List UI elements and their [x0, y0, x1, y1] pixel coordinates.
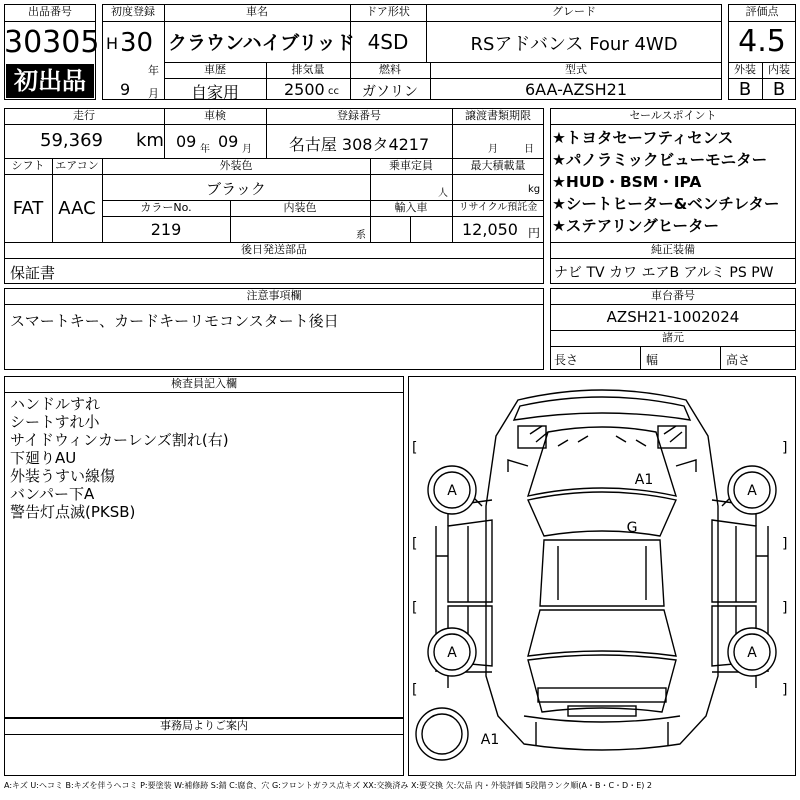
aircon-header: エアコン: [55, 159, 99, 172]
sales-point: ★トヨタセーフティセンス: [552, 129, 734, 147]
first-reg-month: 9: [120, 80, 131, 99]
rear-bumper: [538, 688, 666, 702]
chassis-no: AZSH21-1002024: [606, 308, 740, 326]
equipment-header: 純正装備: [651, 243, 695, 256]
mark-hood: A1: [634, 472, 654, 488]
mark-wheel-fl: A: [447, 483, 457, 499]
bracket-left-front-door: [: [412, 536, 418, 552]
interior-header: 内装: [768, 63, 790, 76]
mark-windshield: G: [626, 520, 638, 536]
inspector-note: 下廻りAU: [10, 449, 77, 467]
shaken-month: 09: [218, 132, 239, 151]
shaken-year: 09: [176, 132, 197, 151]
inspector-note: ハンドルすれ: [10, 395, 101, 413]
mileage: 59,369: [40, 130, 103, 151]
car-name: クラウンハイブリッド: [168, 32, 355, 54]
model-type: 6AA-AZSH21: [524, 80, 628, 99]
transfer-month-unit: 月: [488, 144, 498, 155]
inspector-note: バンパー下A: [10, 485, 95, 503]
ext-color-header: 外装色: [219, 159, 253, 172]
office-header: 事務局よりご案内: [160, 719, 248, 732]
interior-grade: B: [772, 79, 786, 100]
spec-height: 高さ: [726, 353, 751, 367]
fuel: ガソリン: [362, 84, 418, 100]
displacement-unit: cc: [328, 86, 339, 97]
specs-header: 諸元: [662, 331, 684, 344]
bracket-left-rear-door: [: [412, 600, 418, 616]
spec-width: 幅: [646, 353, 659, 367]
trunk: [528, 655, 676, 712]
bracket-left-bottom: [: [412, 682, 418, 698]
door-type-header: ドア形状: [366, 5, 410, 18]
color-no-header: カラーNo.: [140, 201, 192, 214]
mileage-unit: km: [136, 130, 164, 151]
first-listing-label: 初出品: [14, 67, 86, 95]
bracket-right-rear-door: ]: [782, 600, 788, 616]
parts-later: 保証書: [10, 264, 56, 282]
lot-number: 30305: [4, 25, 100, 60]
shift: FAT: [12, 198, 44, 219]
spec-length: 長さ: [554, 353, 579, 367]
max-load-unit: kg: [528, 184, 541, 195]
sales-points-list: [552, 127, 794, 237]
score: 4.5: [738, 24, 786, 59]
ext-color: ブラック: [206, 180, 266, 198]
recycle-value: 12,050: [462, 220, 518, 239]
inspector-header: 検査員記入欄: [171, 377, 237, 390]
mark-rear-bumper: A1: [480, 732, 500, 748]
car-body-outline: [486, 390, 718, 750]
exterior-header: 外装: [734, 63, 756, 76]
equipment: ナビ TV カワ エアB アルミ PS PW: [554, 265, 774, 281]
door-type: 4SD: [367, 30, 409, 54]
color-no: 219: [150, 220, 182, 239]
first-reg-era: H: [106, 34, 119, 53]
inspection-hist-header: 車歴: [204, 63, 226, 76]
bracket-right-bottom: ]: [782, 682, 788, 698]
import-header: 輸入車: [394, 201, 428, 214]
inspector-notes-list: [10, 395, 400, 521]
car-diagram: [408, 376, 796, 776]
windshield: [528, 492, 676, 536]
transfer-day-unit: 日: [524, 144, 534, 155]
transfer-header: 譲渡書類期限: [465, 109, 531, 122]
mark-wheel-rr: A: [747, 645, 757, 661]
sales-point: ★HUD・BSM・IPA: [552, 173, 702, 191]
inspector-note: サイドウィンカーレンズ割れ(右): [10, 431, 229, 449]
aircon: AAC: [58, 198, 96, 219]
front-bumper: [514, 397, 690, 420]
score-header: 評価点: [745, 5, 779, 18]
hood: [528, 427, 676, 496]
mark-wheel-fr: A: [747, 483, 757, 499]
rear-window: [528, 610, 676, 656]
bracket-right-top: ]: [782, 440, 788, 456]
mileage-header: 走行: [73, 109, 95, 122]
inspector-note: 警告灯点滅(PKSB): [10, 503, 136, 521]
shaken-month-unit: 月: [242, 144, 252, 155]
shaken-header: 車検: [204, 109, 226, 122]
shift-header: シフト: [11, 159, 45, 172]
sales-point: ★パノラミックビューモニター: [552, 151, 768, 169]
inspector-note: シートすれ小: [10, 413, 100, 431]
capacity-unit: 人: [438, 188, 448, 199]
sales-points-header: セールスポイント: [629, 109, 717, 122]
grade-header: グレード: [552, 5, 596, 18]
sales-point: ★ステアリングヒーター: [552, 217, 720, 235]
model-type-header: 型式: [565, 63, 587, 76]
exterior-grade: B: [738, 79, 752, 100]
first-reg-month-unit: 月: [148, 87, 159, 100]
chassis-header: 車台番号: [651, 289, 695, 302]
displacement-header: 排気量: [291, 63, 325, 76]
reg-number-header: 登録番号: [337, 109, 381, 122]
recycle-header: リサイクル預託金: [458, 202, 538, 213]
first-reg-year: 30: [120, 28, 154, 58]
inspection-hist: 自家用: [190, 83, 239, 102]
spare-tire: [416, 708, 468, 760]
legend: A:キズ U:ヘコミ B:キズを伴うヘコミ P:要塗装 W:補修跡 S:錆 C:腐食、穴 G:フロントガラス点キズ XX:交換済み X:要交換 欠:欠品 内・外装評価 5段階ランク順(A・B・C・D・E) 2: [4, 781, 653, 790]
lot-number-header: 出品番号: [28, 5, 72, 18]
first-reg-year-unit: 年: [148, 64, 159, 77]
displacement: 2500: [284, 80, 325, 99]
fuel-header: 燃料: [379, 63, 401, 76]
sales-point: ★シートヒーター&ベンチレター: [552, 195, 780, 213]
first-reg-header: 初度登録: [111, 5, 155, 18]
max-load-header: 最大積載量: [470, 159, 526, 172]
bracket-left-top: [: [412, 440, 418, 456]
shaken-year-unit: 年: [200, 144, 210, 155]
notes: スマートキー、カードキーリモコンスタート後日: [10, 312, 339, 330]
inspector-note: 外装うすい線傷: [10, 467, 116, 485]
reg-number: 名古屋 308タ4217: [288, 135, 430, 154]
mark-wheel-rl: A: [447, 645, 457, 661]
car-name-header: 車名: [246, 5, 268, 18]
grade: RSアドバンス Four 4WD: [470, 34, 678, 55]
int-color-header: 内装色: [283, 201, 317, 214]
parts-later-header: 後日発送部品: [241, 243, 307, 256]
notes-header: 注意事項欄: [246, 289, 302, 302]
bracket-right-front-door: ]: [782, 536, 788, 552]
int-color-unit: 系: [356, 230, 366, 241]
recycle-unit: 円: [528, 226, 541, 240]
capacity-header: 乗車定員: [389, 159, 433, 172]
